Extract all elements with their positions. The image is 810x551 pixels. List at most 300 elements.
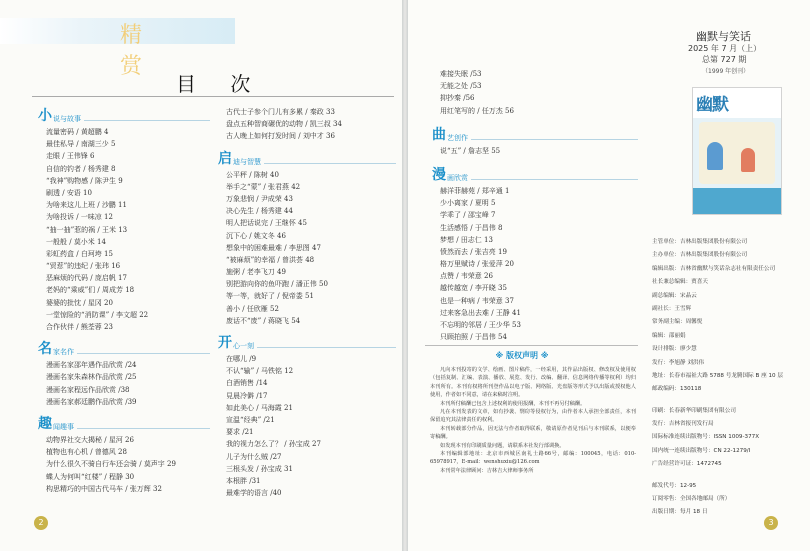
entry-page: 31 — [251, 476, 261, 485]
entry-author: 郑辛通 — [481, 186, 503, 195]
info-value: 廖少慧 — [679, 346, 697, 353]
entry-author: 李思图 — [288, 243, 310, 252]
info-label: 设计排版： — [652, 346, 680, 353]
entry-title: 見晨冷僻 — [226, 391, 254, 400]
entry-page: 42 — [291, 182, 301, 191]
toc-entry — [226, 181, 396, 193]
section-header — [38, 414, 210, 432]
entry-title: “我神”购物感 — [46, 176, 89, 185]
entry-separator: / — [81, 164, 88, 173]
entry-page: 39 — [127, 397, 137, 406]
info-value: 王雪辉 — [674, 305, 692, 312]
entry-title: 不认“输” — [226, 367, 255, 376]
toc-entry — [226, 118, 396, 130]
toc-entry — [226, 315, 396, 327]
entry-title: 学乖了 — [440, 211, 461, 220]
entry-author: 程静 — [108, 472, 123, 481]
entry-title: 赫洋菲赫苑 — [440, 186, 475, 195]
entry-title: 别把游向你的鱼吓跑 — [226, 280, 289, 289]
entry-separator: / — [254, 464, 261, 473]
entry-title: 万象悲悯 — [226, 194, 254, 203]
entry-separator: / — [254, 367, 261, 376]
entry-author: 蒋晓飞 — [267, 316, 289, 325]
entry-page: 19 — [498, 247, 507, 256]
entry-title: 沉下心 — [226, 231, 247, 240]
entry-title: 构思精巧的中国古代马车 — [46, 484, 123, 493]
entry-separator: / — [254, 207, 261, 216]
entry-title: 为什么很久不骑自行车还会骑 — [46, 460, 137, 469]
toc-section — [432, 68, 638, 117]
entry-author: 安语 — [66, 188, 81, 197]
entry-author: 潘正伟 — [295, 280, 317, 289]
toc-entry — [46, 248, 210, 260]
entry-author: 李文超 — [115, 310, 137, 319]
toc-entry — [440, 295, 638, 307]
info-label: 发行： — [652, 421, 669, 428]
toc-entry — [46, 359, 210, 371]
entry-title: 我的视力怎么了？ — [226, 440, 282, 449]
entry-separator: / — [123, 484, 130, 493]
entry-separator: / — [475, 106, 482, 115]
info-row — [652, 458, 802, 471]
section-rule — [264, 163, 396, 164]
toc-entry — [46, 396, 210, 408]
info-gap — [652, 472, 802, 480]
entry-separator: / — [275, 255, 282, 264]
entry-title: 为啥来这儿上班 — [46, 201, 95, 210]
entry-title: 漫画名家朱森林作品欣赏 — [46, 373, 123, 382]
section-initial: 曲 — [432, 126, 446, 143]
entry-title: 抑抄秦 — [440, 94, 461, 103]
entry-page: 55 — [491, 146, 501, 155]
entry-title: 最难学的语言 — [226, 489, 268, 498]
toc-entry — [226, 353, 396, 365]
entry-page: 46 — [277, 231, 286, 240]
toc-section — [38, 106, 210, 333]
toc-entry — [226, 451, 396, 463]
entry-page: 9 — [118, 176, 123, 185]
entry-page: 4 — [104, 128, 109, 136]
info-row — [652, 330, 802, 343]
entry-page: 56 — [505, 106, 514, 115]
entry-author: 陈尹生 — [94, 176, 116, 185]
entry-page: 7 — [491, 211, 496, 220]
toc-section — [432, 125, 638, 157]
entry-separator: / — [240, 304, 247, 313]
entry-title: 施粥 — [226, 268, 240, 277]
entry-separator: / — [461, 146, 468, 155]
entry-author: 姚文冬 — [253, 231, 275, 240]
entry-title: 儿子为什么贼 — [226, 452, 268, 461]
entry-title: 三根头发 — [226, 464, 254, 473]
toc-list — [440, 185, 638, 343]
entry-separator: / — [95, 201, 102, 210]
entry-separator: / — [303, 108, 310, 116]
entry-separator: / — [88, 262, 95, 271]
entry-page: 14 — [258, 379, 268, 388]
section-header — [432, 165, 638, 183]
entry-separator: / — [468, 70, 473, 78]
info-label: 邮发代号： — [652, 482, 680, 489]
entry-author: 杨秀建 — [87, 164, 109, 173]
entry-page: 21 — [265, 415, 275, 424]
info-row — [652, 506, 802, 519]
entry-page: 17 — [258, 391, 268, 400]
toc-entry — [226, 169, 396, 181]
entry-page: 53 — [472, 70, 482, 78]
info-label: 编辑出版： — [652, 265, 680, 272]
entry-author: 王少华 — [488, 321, 510, 329]
entry-author: 王继怀 — [274, 219, 296, 228]
entry-page: 5 — [111, 140, 116, 149]
toc-list — [46, 359, 210, 408]
entry-separator: / — [454, 272, 461, 281]
entry-title: “贸惹”的违纪 — [46, 262, 89, 271]
entry-page: 9 — [251, 355, 257, 363]
info-row — [652, 383, 802, 396]
section-rule — [77, 353, 210, 354]
entry-title: 如此美心 — [226, 403, 254, 412]
entry-page: 49 — [277, 268, 286, 277]
entry-separator: / — [102, 435, 109, 444]
entry-title: 自信的钓者 — [46, 164, 81, 173]
entry-author: 沙鹏 — [101, 201, 116, 210]
section-name: 艺创作 — [447, 133, 468, 142]
section-rule — [257, 347, 396, 348]
entry-separator: / — [475, 186, 482, 195]
section-rule — [84, 120, 210, 121]
cover-footer — [693, 188, 781, 214]
toc-entry — [440, 105, 638, 117]
entry-separator: / — [88, 448, 95, 457]
entry-page: 31 — [284, 464, 293, 473]
entry-separator: / — [123, 373, 128, 382]
section-header — [432, 125, 638, 143]
entry-author: 张玮 — [94, 262, 109, 271]
header-banner — [0, 18, 235, 79]
entry-separator: / — [468, 247, 475, 256]
entry-page: 38 — [120, 385, 130, 394]
entry-page: 34 — [333, 120, 342, 129]
entry-title: 说“五” — [440, 146, 462, 155]
entry-separator: / — [102, 472, 109, 481]
entry-page: 28 — [118, 448, 127, 457]
toc-entry — [46, 458, 210, 470]
info-value: ISSN 1009-377X — [713, 434, 760, 441]
entry-separator: / — [282, 243, 289, 252]
entry-author: 尹成荣 — [260, 194, 282, 203]
entry-author: 任欣雁 — [246, 304, 268, 313]
entry-title: 无能之处 — [440, 82, 468, 91]
toc-entry — [226, 242, 396, 254]
entry-author: 莫声宇 — [143, 460, 165, 469]
entry-title: 盘点五种智商碾优的动物 — [226, 120, 303, 129]
toc-entry — [226, 193, 396, 205]
entry-author: 老李飞刀 — [246, 268, 275, 277]
entry-author: 王伟锋 — [66, 152, 88, 161]
entry-page: 20 — [505, 260, 514, 269]
entry-separator: / — [296, 132, 303, 141]
entry-page: 37 — [505, 296, 514, 305]
info-value: 邵丽娟 — [668, 332, 686, 339]
entry-separator: / — [268, 452, 273, 461]
entry-separator: / — [88, 176, 95, 185]
copyright-body — [430, 366, 636, 475]
toc-section — [218, 106, 396, 143]
entry-author: 杨秀建 — [260, 207, 282, 216]
toc-entry — [226, 426, 396, 438]
info-label: 常务副主编： — [652, 319, 686, 326]
toc-entry — [46, 434, 210, 446]
entry-page: 13 — [484, 235, 493, 244]
entry-title: 越传越宽 — [440, 284, 468, 293]
entry-title: 漫画名家程远作品欣赏 — [46, 385, 116, 394]
entry-page: 11 — [118, 201, 127, 210]
section-header — [38, 106, 210, 124]
entry-title: 为啥投诉 — [46, 213, 74, 222]
entry-page: 6 — [90, 152, 95, 161]
entry-page: 16 — [111, 262, 121, 271]
entry-author: 星河 — [108, 435, 123, 444]
info-label: 印刷： — [652, 407, 669, 414]
entry-author: 任万杰 — [481, 106, 503, 115]
entry-title: 走眼 — [46, 152, 60, 161]
info-label: 地址： — [652, 372, 669, 379]
info-value: 吉林省报刊发行局 — [668, 421, 714, 428]
entry-separator: / — [88, 274, 95, 283]
toc-entry — [226, 377, 396, 389]
magazine-title: 幽默与笑话 — [696, 30, 751, 43]
entry-separator: / — [137, 460, 144, 469]
entry-separator: / — [275, 292, 282, 301]
publication-info — [652, 236, 802, 520]
toc-entry — [226, 266, 396, 278]
info-row — [652, 493, 802, 506]
toc-entry — [226, 438, 396, 450]
entry-page: 25 — [127, 373, 137, 382]
toc-entry — [46, 199, 210, 211]
info-value: 长春新华印刷集团有限公司 — [668, 407, 736, 414]
toc-title: 目 次 — [176, 72, 265, 96]
info-value: 全国各地邮局（所） — [679, 496, 731, 503]
entry-title: 举手之“蒙” — [226, 182, 262, 191]
toc-entry — [226, 205, 396, 217]
entry-title: 蝶人为何叫“红楼” — [46, 472, 103, 481]
entry-separator: / — [454, 235, 461, 244]
entry-page: 43 — [284, 194, 293, 203]
entry-separator: / — [74, 140, 81, 149]
info-row — [652, 418, 802, 431]
toc-entry — [226, 463, 396, 475]
entry-separator: / — [74, 323, 81, 331]
info-label: 社长兼总编辑： — [652, 279, 692, 286]
toc-entry — [440, 145, 638, 157]
copyright-paragraph: 凡向本刊投寄的文学、绘画、图片稿件，一经采用，其作品出版权、修改权及使用权（包括复制、汇编、表演、播放、展览、发行、改编、翻译、信息网络传播等权利）均归本刊所有。本刊有权将所刊登作品以电子版、网络版、光盘版等形式予以出版或授权他人使用，作者如不同意，请在来稿时注明。 — [430, 367, 636, 399]
entry-author: 张爱萍 — [481, 260, 503, 269]
info-label: 副总编辑： — [652, 292, 680, 299]
entry-title: 等一等，就好了 — [226, 292, 275, 301]
entry-separator: / — [109, 310, 116, 319]
section-name: 家名作 — [53, 348, 74, 357]
entry-title: 白酒销售 — [226, 379, 254, 388]
entry-title: 古人晚上如何打发时间 — [226, 132, 296, 141]
toc-entry — [440, 222, 638, 234]
entry-page: 45 — [298, 219, 307, 228]
cover-thumbnail — [692, 87, 782, 215]
entry-page: 54 — [498, 333, 507, 342]
toc-section — [218, 149, 396, 327]
toc-entry — [226, 130, 396, 142]
info-value: 吉林出版集团股份有限公司 — [679, 252, 748, 259]
toc-entry — [46, 371, 210, 383]
entry-author: 夏明 — [474, 199, 489, 208]
entry-title: 过来客急出去难 — [440, 308, 489, 317]
entry-author: 刘中才 — [302, 132, 324, 141]
entry-page: 21 — [284, 403, 293, 412]
entry-page: 8 — [111, 164, 116, 173]
entry-separator: / — [247, 231, 254, 240]
entry-separator: / — [261, 182, 268, 191]
toc-entry — [440, 246, 638, 258]
entry-page: 53 — [472, 82, 482, 91]
toc-entry — [440, 197, 638, 209]
entry-title: 用红笔写的 — [440, 106, 475, 115]
entry-page: 54 — [291, 316, 301, 325]
entry-separator: / — [81, 298, 88, 307]
info-row — [652, 249, 802, 262]
toc-entry — [440, 92, 638, 104]
entry-author: 詹志坚 — [467, 146, 489, 155]
section-initial: 启 — [218, 150, 232, 167]
entry-author: 于昌伟 — [474, 333, 496, 342]
entry-separator: / — [261, 415, 266, 424]
cover-figure-icon — [741, 148, 755, 172]
info-label: 订阅零售： — [652, 496, 680, 503]
info-label: 邮政编码： — [652, 386, 680, 393]
page-number-right: 3 — [764, 516, 778, 530]
entry-title: 合作伙伴 — [46, 323, 74, 331]
entry-page: 40 — [272, 489, 282, 498]
entry-title: 只顾拍照 — [440, 333, 468, 342]
section-name: 画欣赏 — [447, 173, 468, 182]
toc-entry — [440, 209, 638, 221]
toc-entry — [226, 303, 396, 315]
entry-page: 35 — [498, 284, 507, 293]
entry-author: 孙宝成 — [260, 464, 282, 473]
magazine-issue: 2025 年 7 月（上） — [688, 44, 762, 53]
toc-entry — [440, 270, 638, 282]
entry-page: 1 — [505, 186, 510, 195]
entry-separator: / — [261, 316, 268, 325]
entry-author: 张万辉 — [129, 484, 151, 493]
entry-title: 难接失眠 — [440, 70, 468, 78]
entry-separator: / — [489, 308, 496, 317]
entry-author: 王米 — [101, 225, 116, 234]
entry-title: 一般般 — [46, 237, 67, 246]
entry-title: 生活感悟 — [440, 223, 468, 232]
page-number-left: 2 — [34, 516, 48, 530]
entry-title: 漫画名家邵年遇作品欣赏 — [46, 361, 123, 370]
toc-section — [38, 339, 210, 408]
entry-page: 24 — [127, 361, 137, 370]
info-row — [652, 303, 802, 316]
entry-separator: / — [240, 428, 245, 437]
entry-separator: / — [282, 440, 289, 449]
entry-author: 凯三叔 — [309, 120, 331, 129]
info-row — [652, 445, 802, 458]
toc-entry — [46, 150, 210, 162]
entry-author: 莫小米 — [73, 237, 95, 246]
entry-author: 韦荣意 — [460, 272, 482, 281]
entry-page: 15 — [104, 249, 113, 258]
entry-page: 12 — [284, 367, 294, 376]
toc-entry — [226, 487, 396, 499]
entry-separator: / — [60, 152, 67, 161]
toc-section — [218, 333, 396, 499]
entry-separator: / — [289, 280, 296, 289]
toc-entry — [226, 230, 396, 242]
entry-title: 婆婆的批忱 — [46, 298, 81, 307]
info-row — [652, 480, 802, 493]
entry-page: 56 — [465, 94, 475, 103]
entry-separator: / — [254, 379, 259, 388]
entry-page: 27 — [312, 440, 321, 449]
entry-title: 刷透 — [46, 188, 60, 197]
info-value: 12-95 — [679, 482, 697, 489]
toc-list — [226, 169, 396, 327]
info-label: 国内统一连续出版物号： — [652, 447, 714, 454]
entry-separator: / — [468, 223, 475, 232]
entry-page: 18 — [125, 286, 135, 295]
entry-separator: / — [60, 188, 67, 197]
entry-page: 52 — [270, 304, 279, 313]
copyright-paragraph: 凡在本刊发表的文章，如有抄袭、剽窃等侵权行为，由作者本人承担全部责任，本刊保留追究其法律责任的权利。 — [430, 409, 636, 424]
entry-title: 植物也有心机 — [46, 448, 88, 457]
info-value: 每月 18 日 — [679, 509, 708, 516]
entry-author: 邵宝峰 — [467, 211, 489, 220]
entry-separator: / — [468, 82, 473, 91]
book-spine — [402, 0, 408, 551]
toc-entry — [440, 258, 638, 270]
entry-author: 张吉亮 — [474, 247, 496, 256]
entry-separator: / — [482, 321, 489, 329]
entry-author: 白珂垮 — [80, 249, 102, 258]
info-row — [652, 343, 802, 356]
entry-title: 梦想 — [440, 235, 454, 244]
toc-entry — [440, 80, 638, 92]
toc-list — [226, 106, 396, 143]
toc-entry — [440, 68, 638, 80]
entry-page: 27 — [272, 452, 282, 461]
toc-entry — [440, 185, 638, 197]
section-rule — [77, 428, 210, 429]
info-label: 主办单位： — [652, 252, 680, 259]
section-name: 心一刻 — [233, 342, 254, 350]
toc-entry — [226, 290, 396, 302]
entry-separator: / — [123, 361, 128, 370]
info-row — [652, 431, 802, 444]
magazine-founded: （1999 年创刊） — [702, 68, 750, 75]
entry-page: 20 — [104, 298, 113, 307]
info-gap — [652, 397, 802, 405]
toc-entry — [46, 483, 210, 495]
entry-separator: / — [247, 170, 254, 179]
toc-entry — [46, 260, 210, 272]
entry-separator: / — [303, 120, 310, 129]
entry-author: 田志仁 — [460, 235, 482, 244]
toc-list — [440, 145, 638, 157]
toc-entry — [46, 187, 210, 199]
